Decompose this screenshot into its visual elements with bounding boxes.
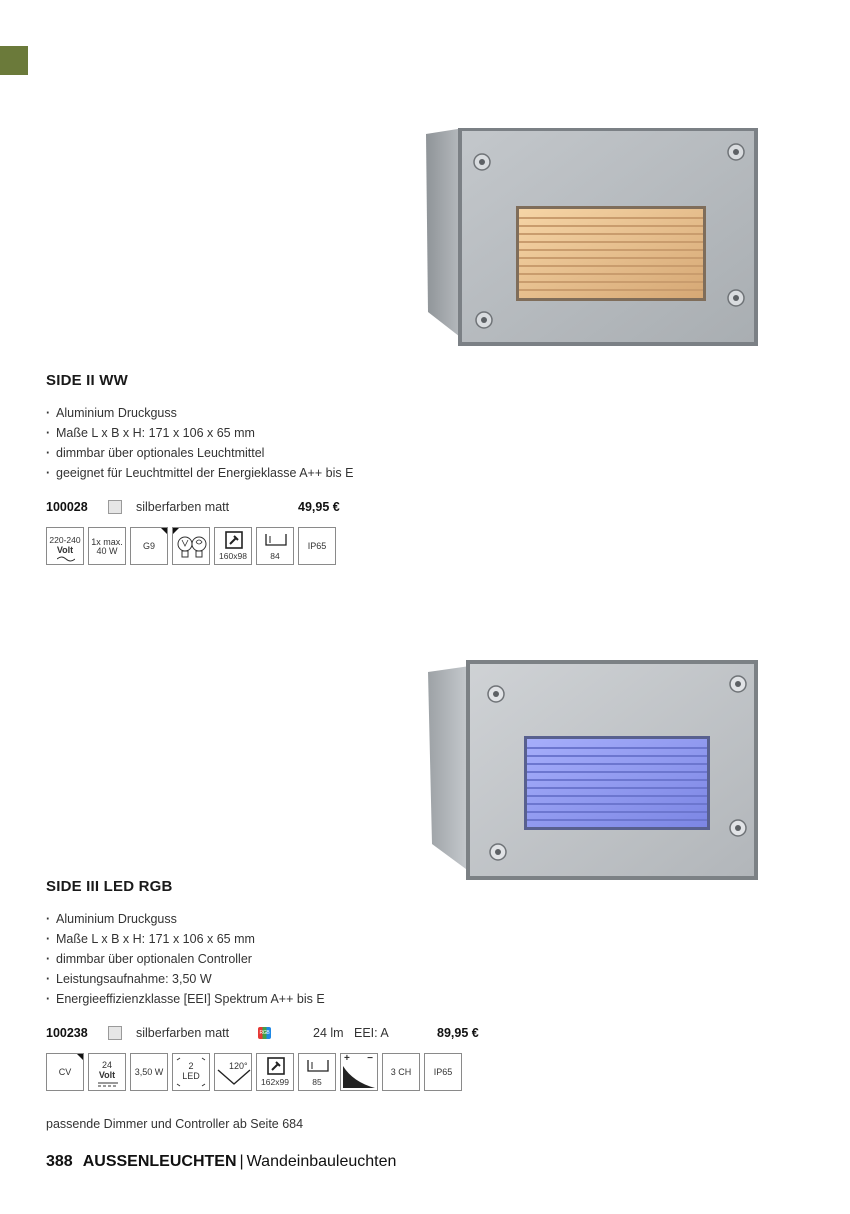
power-value: 3,50 W — [134, 1067, 164, 1077]
feature-item: · dimmbar über optionales Leuchtmittel — [46, 443, 806, 463]
lamp-wattage: 40 W — [96, 546, 118, 556]
constant-voltage-spec — [46, 1053, 84, 1091]
voltage-unit: Volt — [98, 1070, 116, 1080]
energy-class: EEI: A — [354, 1026, 389, 1040]
voltage-value: 220-240 — [49, 535, 81, 545]
lamp-count: 1x max. — [91, 537, 123, 547]
luminous-flux: 24 lm — [313, 1026, 344, 1040]
hammer-icon — [225, 531, 243, 549]
ip-rating: IP65 — [433, 1067, 453, 1077]
feature-item: · Maße L x B x H: 171 x 106 x 65 mm — [46, 423, 806, 443]
lamp-spec — [88, 527, 126, 565]
order-row — [46, 1023, 806, 1043]
product-photo-side-ii-ww — [424, 126, 760, 348]
power-spec — [130, 1053, 168, 1091]
product-title: SIDE II WW — [46, 372, 128, 389]
finish-label: silberfarben matt — [136, 500, 230, 514]
voltage-unit: Volt — [56, 545, 74, 555]
cv-label: CV — [58, 1067, 72, 1077]
beam-angle-spec — [214, 1053, 252, 1091]
depth-icon — [265, 533, 287, 547]
spec-icon-row — [46, 527, 806, 565]
dc-symbol-icon — [98, 1082, 118, 1087]
rgb-badge: RGB — [258, 1027, 271, 1039]
beam-angle: 120° — [229, 1061, 248, 1071]
spec-icon-row — [46, 1053, 806, 1091]
channel-count: 3 CH — [390, 1067, 412, 1077]
subsection-title: Wandeinbauleuchten — [246, 1153, 397, 1170]
beam-angle-icon — [216, 1068, 252, 1088]
depth-spec — [298, 1053, 336, 1091]
section-title: AUSSENLEUCHTEN — [82, 1153, 237, 1170]
cutout-spec — [256, 1053, 294, 1091]
feature-item: · Leistungsaufnahme: 3,50 W — [46, 969, 806, 989]
bulb-icon — [176, 532, 208, 562]
cutout-size: 162x99 — [261, 1077, 289, 1087]
channels-spec — [382, 1053, 420, 1091]
feature-item: · dimmbar über optionalen Controller — [46, 949, 806, 969]
feature-item: · Maße L x B x H: 171 x 106 x 65 mm — [46, 929, 806, 949]
article-number: 100238 — [46, 1026, 88, 1040]
price: 49,95 € — [298, 500, 340, 514]
feature-item: · Energieeffizienzklasse [EEI] Spektrum A++ bis E — [46, 989, 806, 1009]
product-photo-side-iii-led-rgb — [426, 658, 760, 882]
corner-mark-icon — [160, 527, 168, 535]
voltage-value: 24 — [101, 1060, 112, 1070]
finish-swatch — [108, 1026, 122, 1040]
led-spec — [172, 1053, 210, 1091]
price: 89,95 € — [437, 1026, 479, 1040]
product-title: SIDE III LED RGB — [46, 878, 173, 895]
ac-wave-icon — [57, 556, 75, 562]
accessory-note: passende Dimmer und Controller ab Seite 684 — [46, 1117, 304, 1131]
product-side-ii-ww — [46, 372, 806, 565]
led-count: 2 — [188, 1061, 194, 1071]
cutout-spec — [214, 527, 252, 565]
socket-type: G9 — [142, 541, 155, 551]
dim-minus: − — [367, 1053, 373, 1064]
dimmer-ramp-icon — [341, 1062, 377, 1090]
feature-list — [46, 403, 806, 483]
socket-spec — [130, 527, 168, 565]
feature-item: · geeignet für Leuchtmittel der Energieklasse A++ bis E — [46, 463, 806, 483]
hammer-icon — [267, 1057, 285, 1075]
page-footer — [46, 1153, 396, 1171]
voltage-spec — [88, 1053, 126, 1091]
article-number: 100028 — [46, 500, 88, 514]
ip-rating: IP65 — [307, 541, 327, 551]
dim-plus: + — [344, 1053, 350, 1064]
feature-list — [46, 909, 806, 1009]
bulb-compatibility-spec — [172, 527, 210, 565]
voltage-spec — [46, 527, 84, 565]
feature-item: · Aluminium Druckguss — [46, 403, 806, 423]
feature-item: · Aluminium Druckguss — [46, 909, 806, 929]
cutout-size: 160x98 — [219, 551, 247, 561]
corner-mark-icon — [76, 1053, 84, 1061]
finish-label: silberfarben matt — [136, 1026, 230, 1040]
product-side-iii-led-rgb — [46, 878, 806, 1091]
depth-value: 84 — [270, 551, 280, 561]
ip-rating-spec — [424, 1053, 462, 1091]
depth-spec — [256, 527, 294, 565]
finish-swatch — [108, 500, 122, 514]
order-row — [46, 497, 806, 517]
footer-separator: | — [239, 1153, 244, 1170]
led-label: LED — [182, 1071, 200, 1081]
page-number: 388 — [46, 1153, 73, 1170]
chapter-tab-marker — [0, 46, 28, 75]
dimmable-spec — [340, 1053, 378, 1091]
ip-rating-spec — [298, 527, 336, 565]
depth-icon — [307, 1059, 329, 1073]
depth-value: 85 — [312, 1077, 322, 1087]
